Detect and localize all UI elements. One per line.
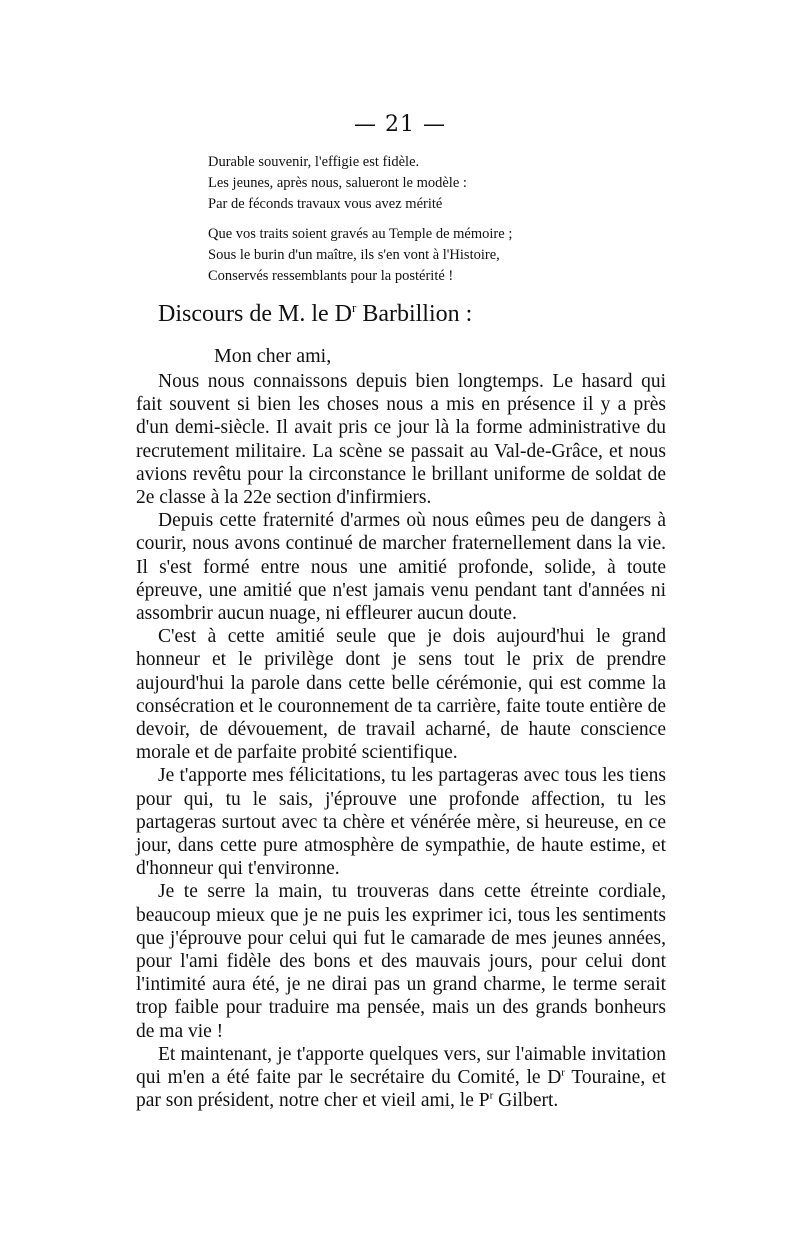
poem-line: Sous le burin d'un maître, ils s'en vont à l'Histoire, xyxy=(208,247,500,263)
poem-line: Conservés ressemblants pour la postérité ! xyxy=(208,268,454,284)
paragraph-part: Gilbert. xyxy=(493,1090,559,1112)
heading-sup: r xyxy=(351,300,357,315)
poem-line: Durable souvenir, l'effigie est fidèle. xyxy=(208,154,420,170)
paragraph-sup: r xyxy=(489,1089,494,1102)
speech-body xyxy=(136,370,666,1113)
poem-line: Par de féconds travaux vous avez mérité xyxy=(208,196,443,212)
paragraph-part: Touraine, et par son président, notre cher et vieil ami, le P xyxy=(136,1067,666,1112)
page-number: — 21 — xyxy=(354,112,446,137)
paragraph: Depuis cette fraternité d'armes où nous eûmes peu de dangers à courir, nous avons continué de marcher fraternellement dans la vie. Il s'est formé entre nous une amitié profonde, solide, à toute épreuve, une amitié que n'est jamais venu pendant tant d'années ni assombrir aucun nuage, ni effleurer aucun doute. xyxy=(136,510,666,625)
paragraph: Je te serre la main, tu trouveras dans cette étreinte cordiale, beaucoup mieux que je ne puis les exprimer ici, tous les sentiments que j'éprouve pour celui qui fut le camarade de mes jeunes années, pour l'ami fidèle des bons et des mauvais jours, pour celui dont l'intimité aura été, je ne dirai pas un grand charme, le terme serait trop faible pour traduire ma pensée, mais un des grands bonheurs de ma vie ! xyxy=(136,881,666,1042)
speech-heading xyxy=(158,300,472,328)
poem-stanza xyxy=(208,152,648,215)
paragraph: Je t'apporte mes félicitations, tu les partageras avec tous les tiens pour qui, tu le sais, j'éprouve une profonde affection, tu les partageras surtout avec ta chère et vénérée mère, si heureuse, en ce jour, dans cette pure atmosphère de sympathie, de haute estime, et d'honneur qui t'environne. xyxy=(136,765,666,880)
poem xyxy=(208,152,648,296)
paragraph: Nous nous connaissons depuis bien longtemps. Le hasard qui fait souvent si bien les choses nous a mis en présence il y a près d'un demi-siècle. Il avait pris ce jour là la forme administrative du recrutement militaire. La scène se passait au Val-de-Grâce, et nous avions revêtu pour la circonstance le brillant uniforme de soldat de 2e classe à la 22e section d'infirmiers. xyxy=(136,371,666,509)
heading-prefix: Discours de M. le D xyxy=(158,301,352,327)
paragraph xyxy=(136,1043,666,1113)
salutation: Mon cher ami, xyxy=(214,345,332,367)
paragraph: C'est à cette amitié seule que je dois aujourd'hui le grand honneur et le privilège dont je sens tout le prix de prendre aujourd'hui la parole dans cette belle cérémonie, qui est comme la consécration et le couronnement de ta carrière, faite toute entière de devoir, de dévouement, de travail acharné, de haute conscience morale et de parfaite probité scientifique. xyxy=(136,626,666,764)
poem-stanza xyxy=(208,224,648,287)
poem-line: Que vos traits soient gravés au Temple de mémoire ; xyxy=(208,226,513,242)
paragraph-part: Et maintenant, je t'apporte quelques vers, sur l'aimable invitation qui m'en a été faite par le secrétaire du Comité, le D xyxy=(136,1043,666,1089)
paragraph-sup: r xyxy=(561,1066,565,1079)
heading-name: Barbillion : xyxy=(356,301,473,327)
poem-line: Les jeunes, après nous, salueront le modèle : xyxy=(208,175,467,191)
